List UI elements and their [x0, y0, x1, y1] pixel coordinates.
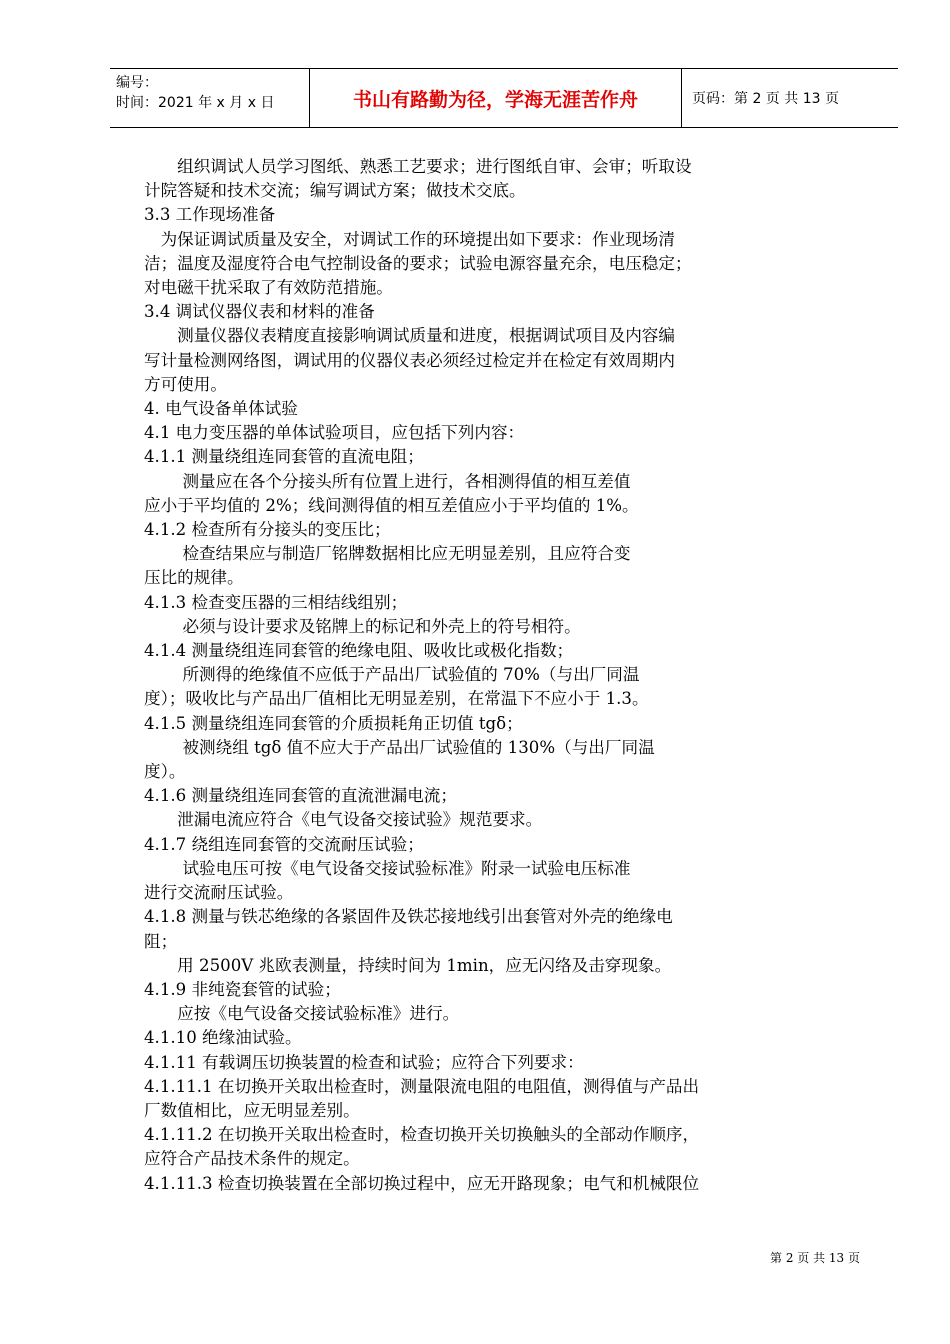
body-text-line: 4.1.7 绕组连同套管的交流耐压试验； — [144, 834, 424, 854]
body-text-line: 用 2500V 兆欧表测量，持续时间为 1min，应无闪络及击穿现象。 — [144, 955, 672, 975]
body-text-line: 3.3 工作现场准备 — [144, 205, 276, 225]
body-text-line: 4.1.6 测量绕组连同套管的直流泄漏电流； — [144, 786, 457, 806]
document-number-label: 编号： — [116, 75, 158, 91]
body-text-line: 为保证调试质量及安全，对调试工作的环境提出如下要求：作业现场清 — [144, 229, 675, 249]
body-text-line: 必须与设计要求及铭牌上的标记和外壳上的符号相符。 — [144, 616, 581, 636]
body-text-line: 进行交流耐压试验。 — [144, 883, 294, 903]
body-text-line: 4.1.9 非纯瓷套管的试验； — [144, 979, 341, 999]
body-text-line: 测量仪器仪表精度直接影响调试质量和进度，根据调试项目及内容编 — [144, 326, 675, 346]
header-page-info: 页码：第 2 页 共 13 页 — [692, 91, 839, 107]
body-text-line: 4.1 电力变压器的单体试验项目，应包括下列内容： — [144, 423, 525, 443]
document-time-label: 时间：2021 年 x 月 x 日 — [116, 95, 275, 111]
document-body — [144, 155, 874, 1196]
header-motto: 书山有路勤为径，学海无涯苦作舟 — [310, 69, 682, 127]
body-text-line: 4.1.2 检查所有分接头的变压比； — [144, 520, 391, 540]
body-text-line: 计院答疑和技术交流；编写调试方案；做技术交底。 — [144, 181, 526, 201]
body-text-line: 4.1.1 测量绕组连同套管的直流电阻； — [144, 447, 424, 467]
body-text-line: 组织调试人员学习图纸、熟悉工艺要求；进行图纸自审、会审；听取设 — [144, 157, 692, 176]
body-text-line: 4.1.8 测量与铁芯绝缘的各紧固件及铁芯接地线引出套管对外壳的绝缘电 — [144, 907, 673, 927]
body-text-line: 度）。 — [144, 762, 186, 782]
body-text-line: 压比的规律。 — [144, 568, 244, 588]
page-header — [110, 68, 898, 128]
body-text-line: 4.1.11.1 在切换开关取出检查时，测量限流电阻的电阻值，测得值与产品出 — [144, 1076, 700, 1096]
body-text-line: 应符合产品技术条件的规定。 — [144, 1149, 360, 1169]
body-text-line: 检查结果应与制造厂铭牌数据相比应无明显差别，且应符合变 — [144, 544, 631, 564]
body-text-line: 4.1.11 有载调压切换装置的检查和试验；应符合下列要求： — [144, 1052, 584, 1072]
body-text-line: 4.1.11.2 在切换开关取出检查时，检查切换开关切换触头的全部动作顺序， — [144, 1125, 700, 1145]
body-text-line: 方可使用。 — [144, 374, 227, 394]
body-text-line: 4.1.4 测量绕组连同套管的绝缘电阻、吸收比或极化指数； — [144, 641, 574, 661]
page-footer: 第 2 页 共 13 页 — [770, 1251, 860, 1265]
body-text-line: 洁；温度及湿度符合电气控制设备的要求；试验电源容量充余，电压稳定； — [144, 253, 692, 273]
body-text-line: 应小于平均值的 2%；线间测得值的相互差值应小于平均值的 1%。 — [144, 495, 639, 515]
body-text-line: 被测绕组 tgδ 值不应大于产品出厂试验值的 130%（与出厂同温 — [144, 737, 655, 757]
body-text-line: 泄漏电流应符合《电气设备交接试验》规范要求。 — [144, 810, 543, 830]
body-text-line: 4.1.5 测量绕组连同套管的介质损耗角正切值 tgδ； — [144, 713, 523, 733]
body-text-line: 所测得的绝缘值不应低于产品出厂试验值的 70%（与出厂同温 — [144, 665, 640, 685]
body-text-line: 测量应在各个分接头所有位置上进行，各相测得值的相互差值 — [144, 471, 631, 491]
body-text-line: 4.1.11.3 检查切换装置在全部切换过程中，应无开路现象；电气和机械限位 — [144, 1173, 700, 1193]
body-text-line: 4. 电气设备单体试验 — [144, 399, 298, 419]
body-text-line: 对电磁干扰采取了有效防范措施。 — [144, 278, 393, 298]
body-text-line: 3.4 调试仪器仪表和材料的准备 — [144, 302, 375, 322]
body-text-line: 厂数值相比，应无明显差别。 — [144, 1100, 360, 1120]
body-text-line: 试验电压可按《电气设备交接试验标准》附录一试验电压标准 — [144, 858, 631, 878]
body-text-line: 写计量检测网络图，调试用的仪器仪表必须经过检定并在检定有效周期内 — [144, 350, 675, 370]
body-text-line: 4.1.3 检查变压器的三相结线组别； — [144, 592, 408, 612]
body-text-line: 度）；吸收比与产品出厂值相比无明显差别，在常温下不应小于 1.3。 — [144, 689, 649, 709]
body-text-line: 4.1.10 绝缘油试验。 — [144, 1028, 302, 1048]
body-text-line: 阻； — [144, 931, 178, 951]
header-left-cell — [110, 69, 310, 127]
body-text-line: 应按《电气设备交接试验标准》进行。 — [144, 1004, 460, 1024]
